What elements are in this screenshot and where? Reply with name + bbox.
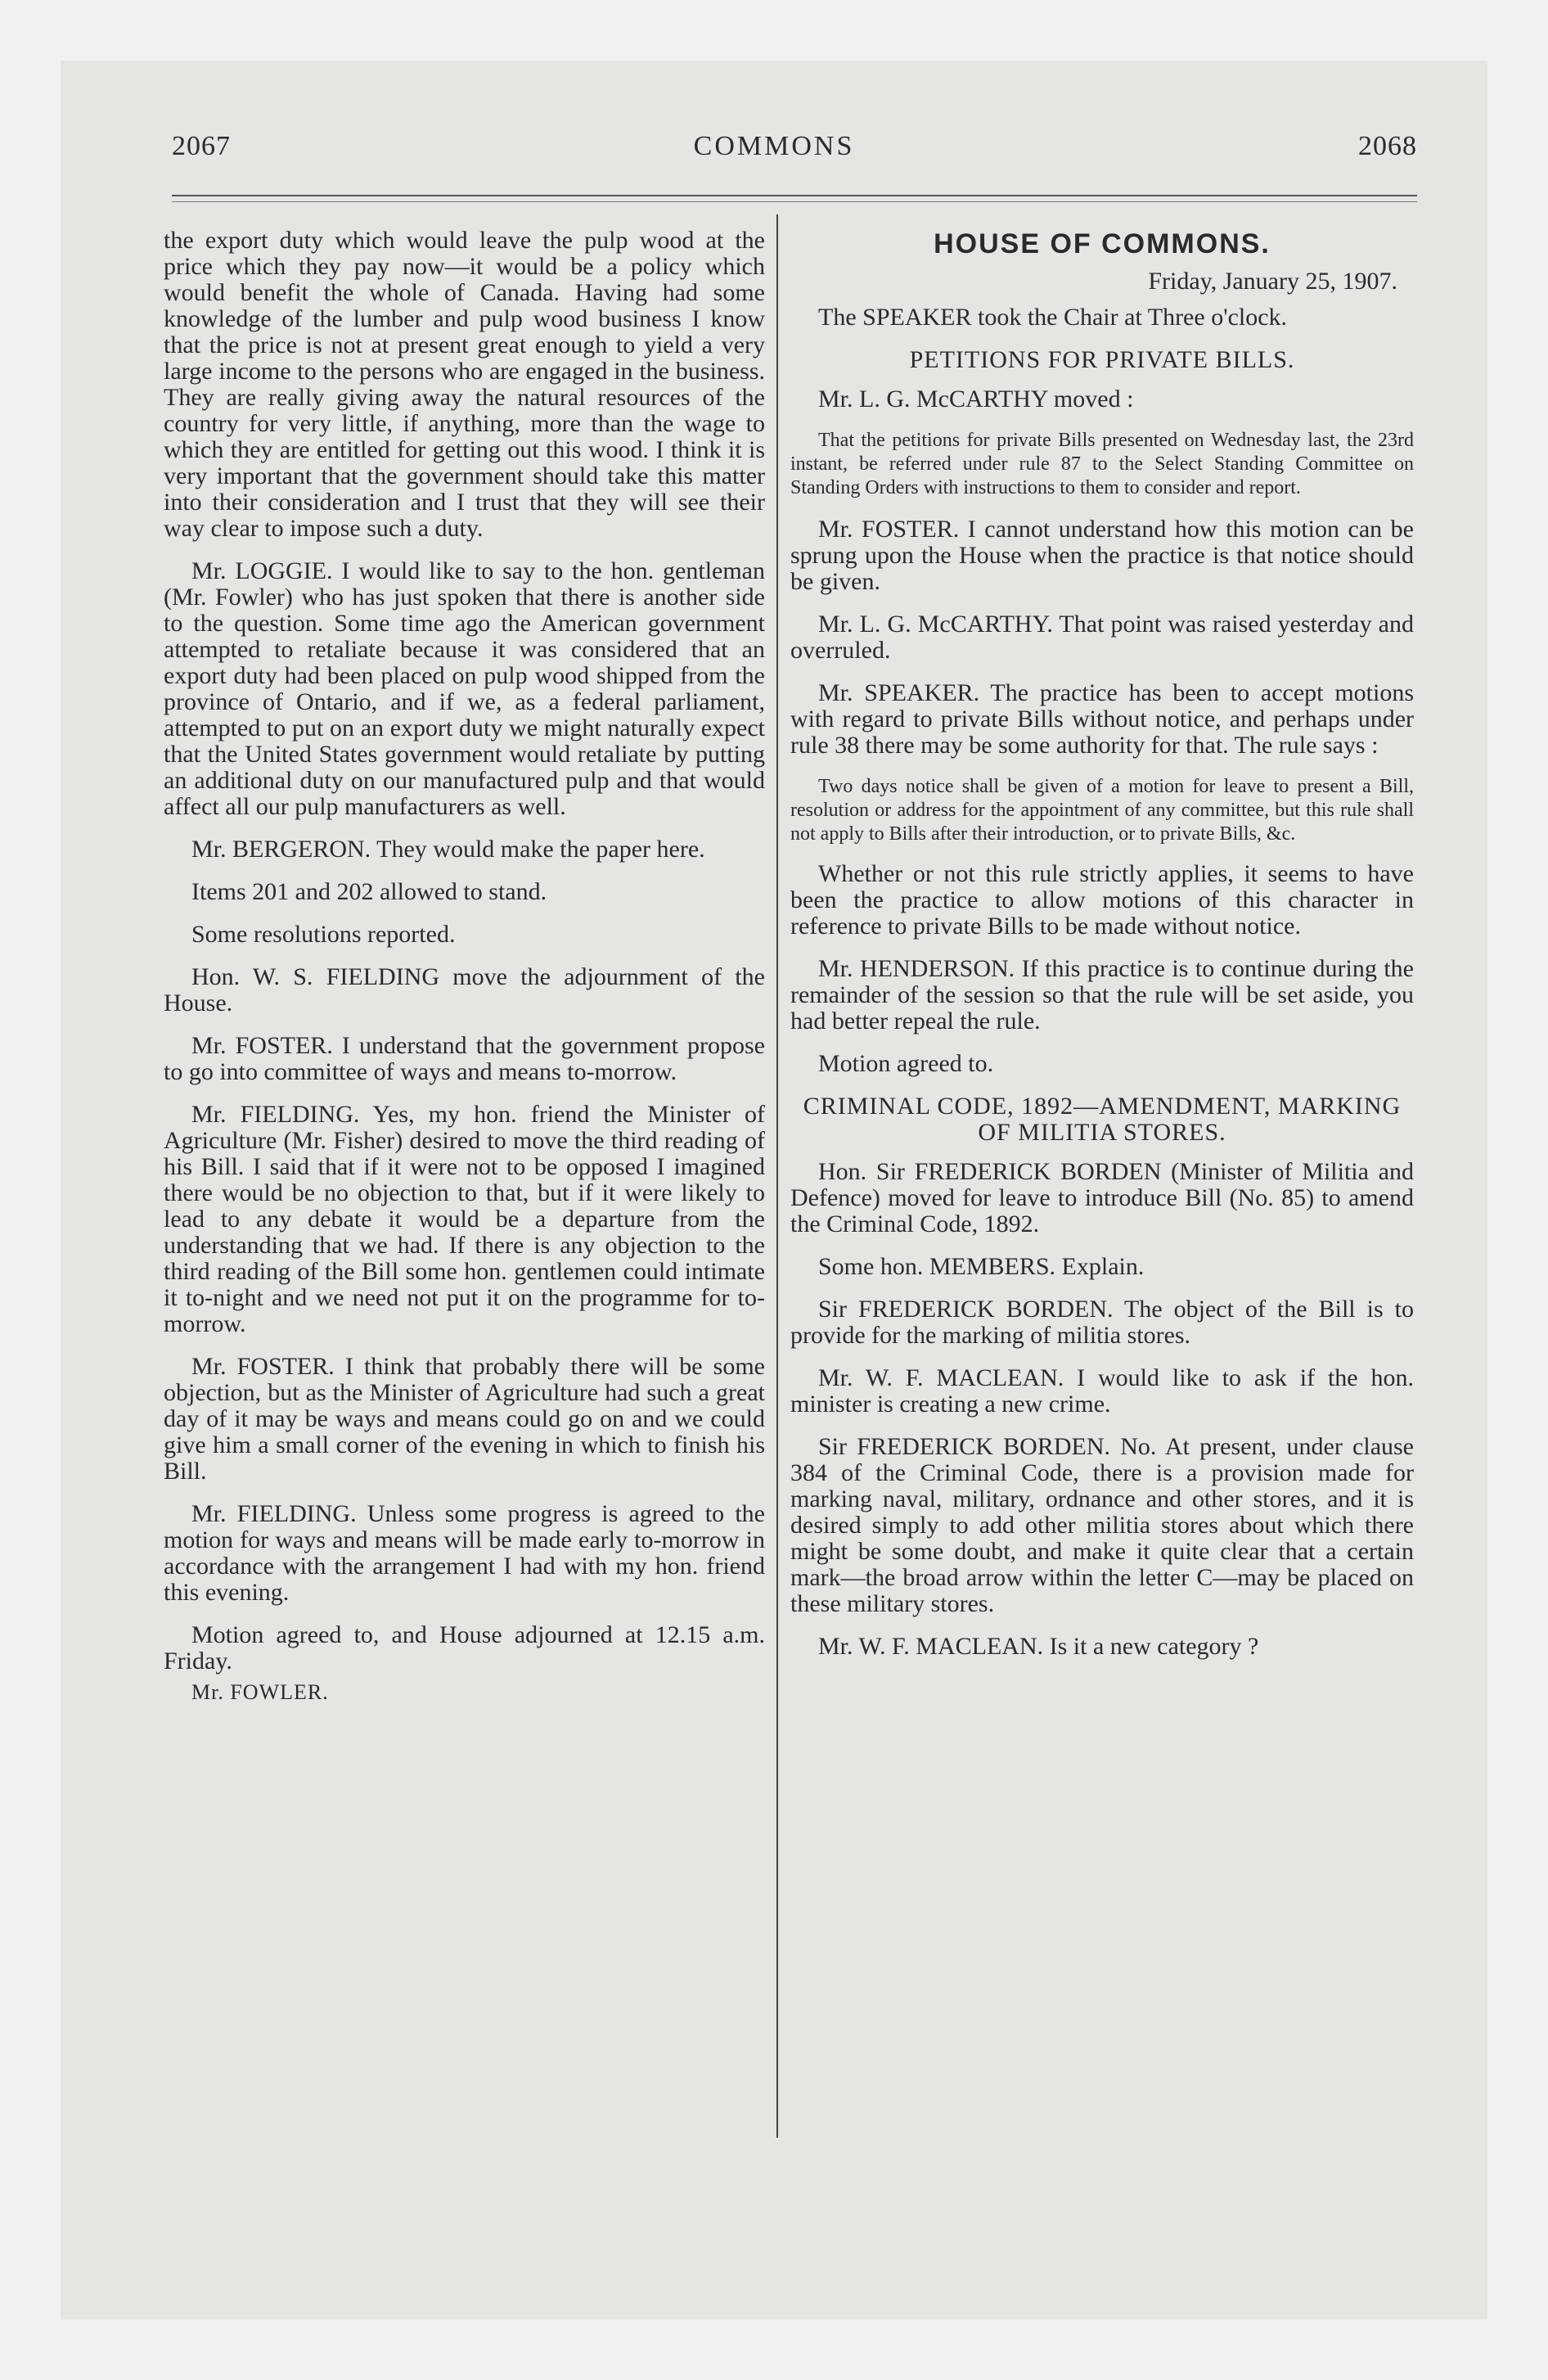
- paragraph: Hon. Sir FREDERICK BORDEN (Minister of Militia and Defence) moved for leave to introduce Bill (No. 85) to amend the Criminal Code, 1892.: [790, 1158, 1414, 1237]
- paragraph: Mr. FIELDING. Unless some progress is agreed to the motion for ways and means will be made early to-morrow in accordance with the arrangement I had with my hon. friend this evening.: [164, 1500, 765, 1606]
- paragraph: Sir FREDERICK BORDEN. The object of the Bill is to provide for the marking of militia stores.: [790, 1296, 1414, 1349]
- paragraph: Mr. SPEAKER. The practice has been to accept motions with regard to private Bills without notice, and perhaps under rule 38 there may be some authority for that. The rule says :: [790, 679, 1414, 759]
- paragraph: Mr. FOSTER. I cannot understand how this motion can be sprung upon the House when the practice is that notice should be given.: [790, 516, 1414, 595]
- left-column: [164, 228, 765, 1722]
- paragraph: the export duty which would leave the pulp wood at the price which they pay now—it would be a policy which would benefit the whole of Canada. Having had some knowledge of the lumber and pulp wood business I know that the price is not at present great enough to yield a very large income to the persons who are engaged in the business. They are really giving away the natural resources of the country for very little, if anything, more than the wage to which they are entitled for getting out this wood. I think it is very important that the government should take this matter into their consideration and I trust that they will see their way clear to impose such a duty.: [164, 227, 765, 542]
- paragraph: Mr. W. F. MACLEAN. Is it a new category ?: [818, 1633, 1259, 1660]
- page-number-right: 2068: [1358, 131, 1417, 161]
- paragraph: Mr. L. G. McCARTHY moved :: [818, 385, 1134, 412]
- page-number-left: 2067: [172, 131, 231, 161]
- header-rule: [172, 195, 1417, 196]
- paragraph: Mr. FOSTER. I think that probably there will be some objection, but as the Minister of Agriculture had such a great day of it may be ways and means could go on and we could give him a small corner of the evening in which to finish his Bill.: [164, 1353, 765, 1485]
- quoted-rule: Two days notice shall be given of a motion for leave to present a Bill, resolution or address for the appointment of any committee, but this rule shall not apply to Bills after their introduction, or to private Bills, &c.: [790, 776, 1414, 845]
- paragraph: Motion agreed to.: [818, 1050, 994, 1077]
- paragraph: Mr. BERGERON. They would make the paper here.: [191, 836, 705, 863]
- speaker-signature: Mr. FOWLER.: [191, 1680, 329, 1704]
- session-date: Friday, January 25, 1907.: [1148, 268, 1397, 295]
- paragraph: Whether or not this rule strictly applies, it seems to have been the practice to allow motions of this character in reference to private Bills to be made without notice.: [790, 860, 1414, 940]
- paragraph: Mr. FOSTER. I understand that the government propose to go into committee of ways and means to-morrow.: [164, 1032, 765, 1085]
- column-divider: [776, 214, 778, 2138]
- quoted-motion: That the petitions for private Bills presented on Wednesday last, the 23rd instant, be referred under rule 87 to the Select Standing Committee on Standing Orders with instructions to them to consider and report.: [790, 430, 1414, 498]
- section-heading: CRIMINAL CODE, 1892—AMENDMENT, MARKING OF MILITIA STORES.: [803, 1093, 1402, 1146]
- paragraph: Some hon. MEMBERS. Explain.: [818, 1253, 1145, 1280]
- paragraph: Items 201 and 202 allowed to stand.: [191, 878, 547, 905]
- paragraph: Motion agreed to, and House adjourned at 12.15 a.m. Friday.: [164, 1621, 765, 1675]
- running-title: COMMONS: [693, 131, 855, 161]
- paragraph: Mr. L. G. McCARTHY. That point was raised yesterday and overruled.: [790, 611, 1414, 664]
- paragraph: Hon. W. S. FIELDING move the adjournment of the House.: [164, 963, 765, 1016]
- section-heading: HOUSE OF COMMONS.: [934, 228, 1271, 259]
- right-column: [790, 228, 1414, 1676]
- paragraph: Mr. HENDERSON. If this practice is to continue during the remainder of the session so that the rule will be set aside, you had better repeal the rule.: [790, 955, 1414, 1034]
- paragraph: The SPEAKER took the Chair at Three o'clock.: [818, 304, 1288, 331]
- paragraph: Mr. LOGGIE. I would like to say to the hon. gentleman (Mr. Fowler) who has just spoken that there is another side to the question. Some time ago the American government attempted to retaliate because it was considered that an export duty had been placed on pulp wood shipped from the province of Ontario, and if we, as a federal parliament, attempted to put on an export duty we might naturally expect that the United States government would retaliate by putting an additional duty on our manufactured pulp and that would affect all our pulp manufacturers as well.: [164, 557, 765, 820]
- paragraph: Some resolutions reported.: [191, 921, 456, 948]
- section-heading: PETITIONS FOR PRIVATE BILLS.: [909, 346, 1295, 373]
- header-rule-thin: [172, 201, 1417, 202]
- paragraph: Mr. W. F. MACLEAN. I would like to ask if the hon. minister is creating a new crime.: [790, 1364, 1414, 1418]
- paragraph: Sir FREDERICK BORDEN. No. At present, under clause 384 of the Criminal Code, there is a provision made for marking naval, military, ordnance and other stores, and it is desired simply to add other militia stores about which there might be some doubt, and make it quite clear that a certain mark—the broad arrow within the letter C—may be placed on these military stores.: [790, 1433, 1414, 1617]
- paragraph: Mr. FIELDING. Yes, my hon. friend the Minister of Agriculture (Mr. Fisher) desired to move the third reading of his Bill. I said that if it were not to be opposed I imagined there would be no objection to that, but if it were likely to lead to any debate it would be a departure from the understanding that we had. If there is any objection to the third reading of the Bill some hon. gentlemen could intimate it to-night and we need not put it on the programme for to-morrow.: [164, 1101, 765, 1337]
